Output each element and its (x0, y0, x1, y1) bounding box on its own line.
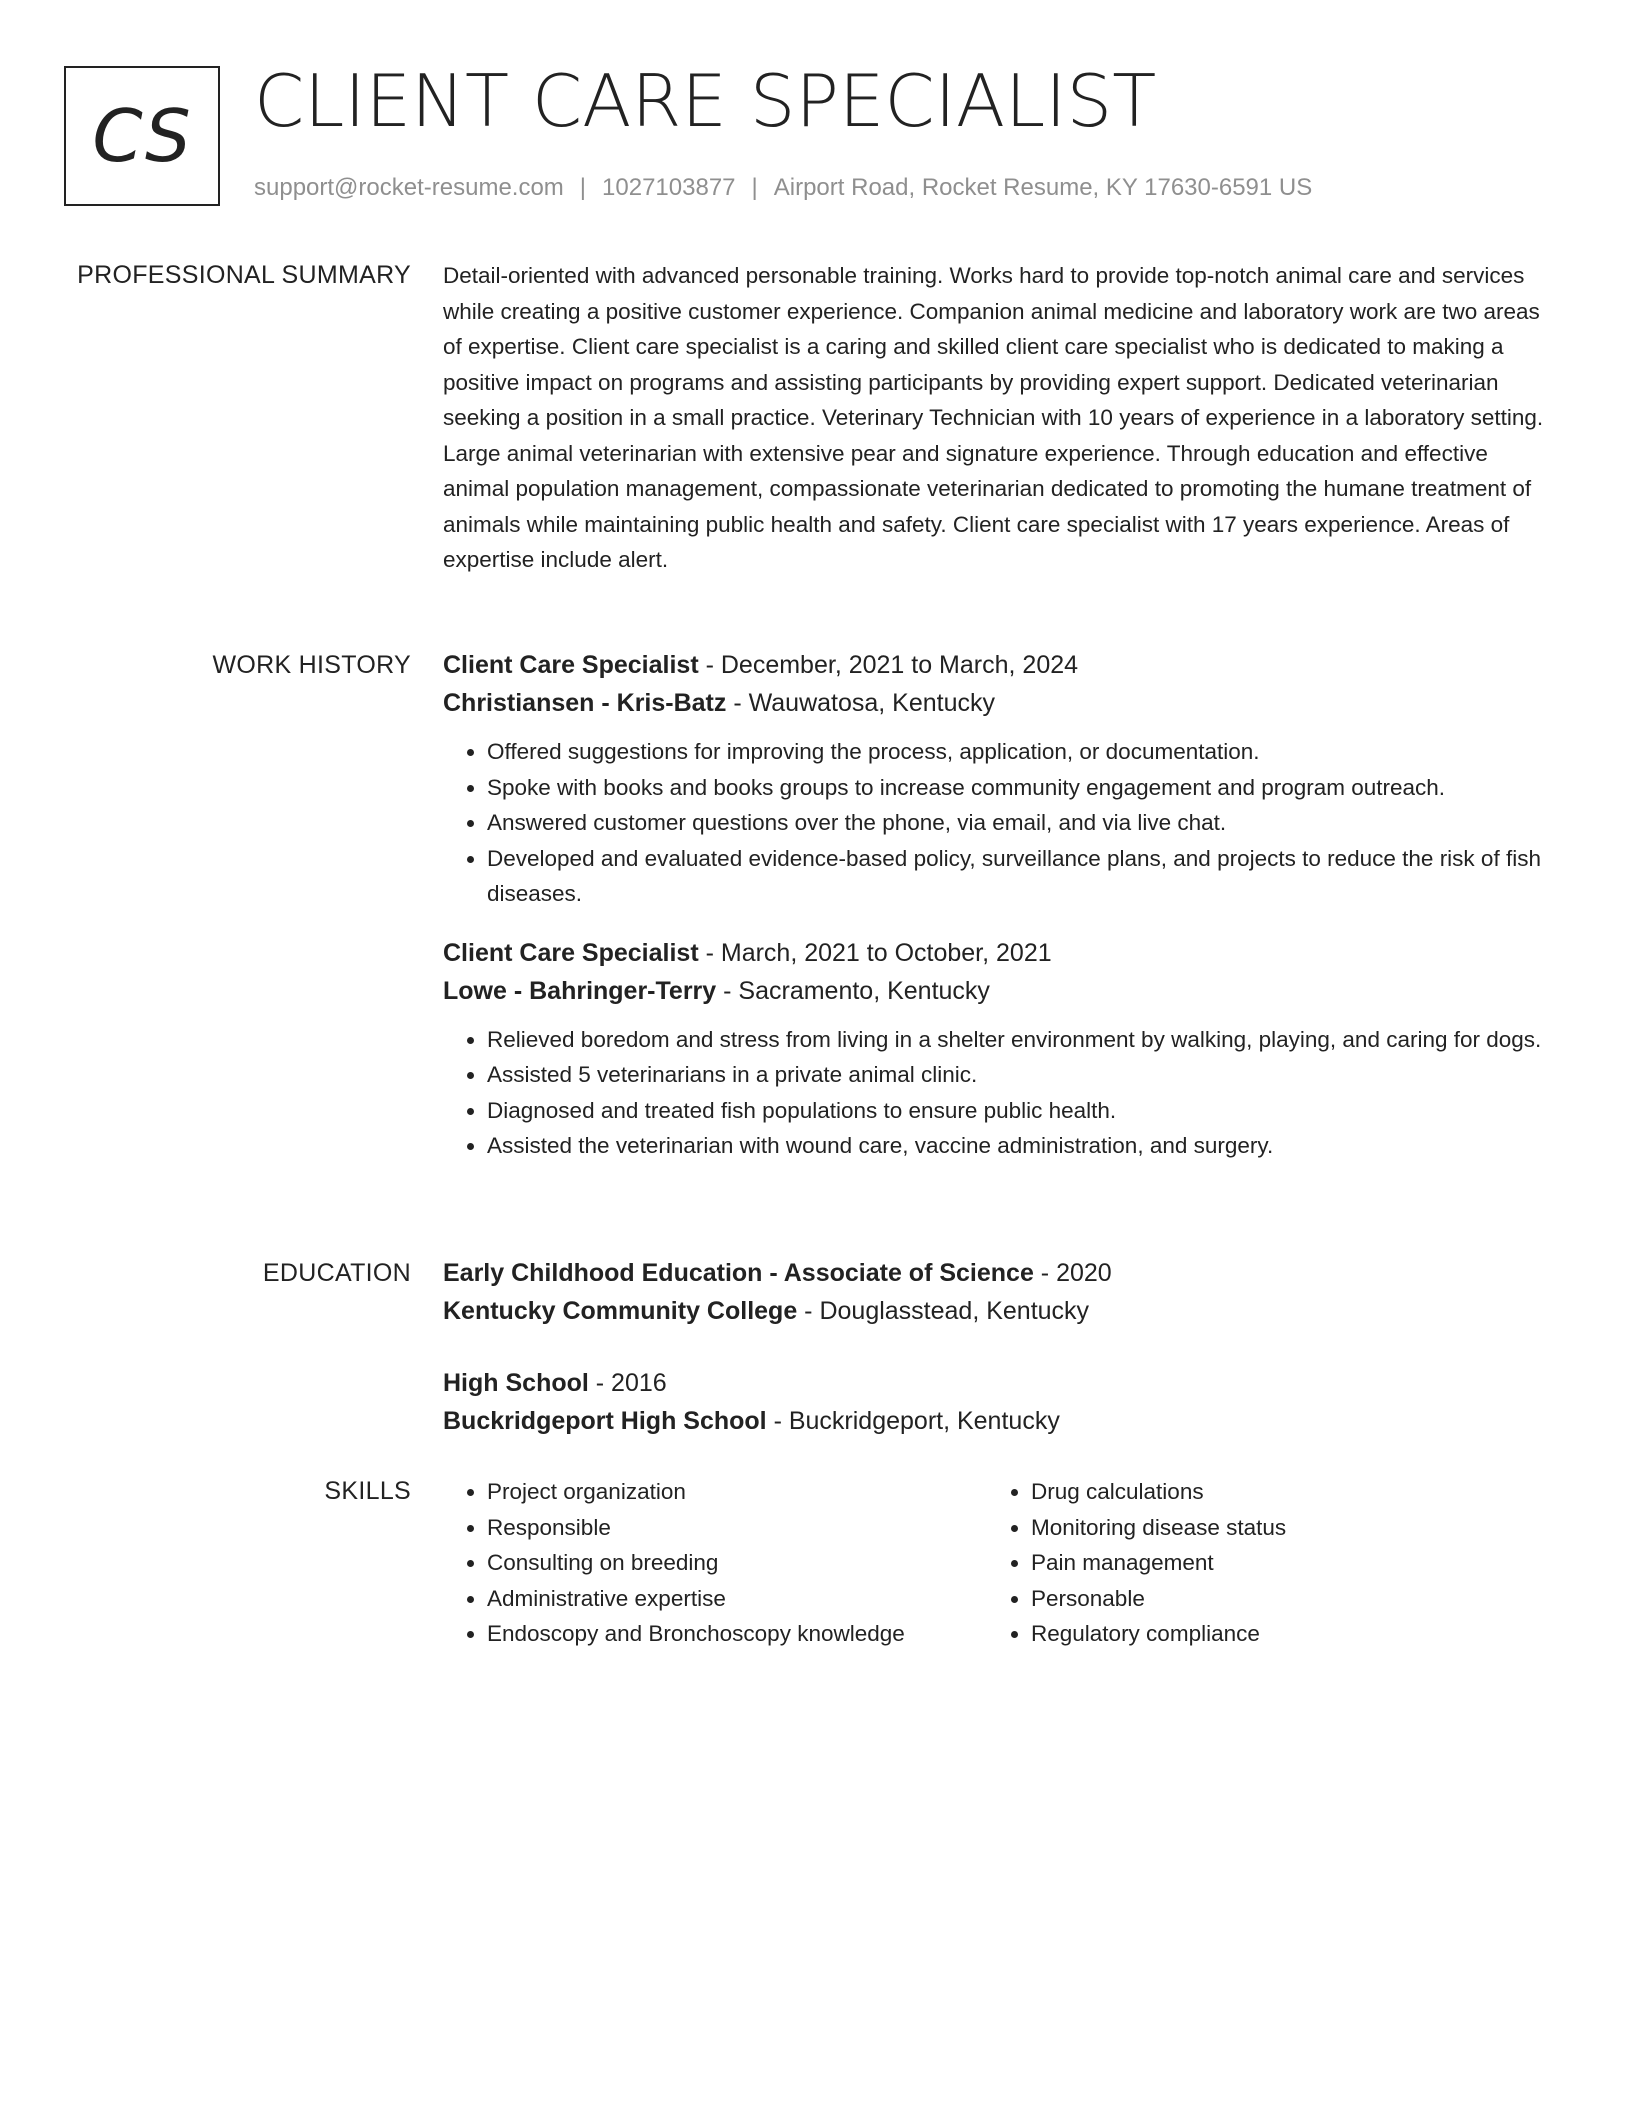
job-bullet: • Assisted 5 veterinarians in a private animal clinic. (487, 1057, 1544, 1093)
skill-item: • Endoscopy and Bronchoscopy knowledge (487, 1616, 987, 1652)
education-school-line (443, 1292, 1544, 1330)
skill-item: • Project organization (487, 1474, 987, 1510)
job-entry (443, 934, 1544, 1164)
resume-title: CLIENT CARE SPECIALIST (254, 59, 1157, 143)
job-entry (443, 646, 1544, 912)
summary-text: Detail-oriented with advanced personable training. Works hard to provide top-notch animal care and services while creating a positive customer experience. Companion animal medicine and laboratory work are two areas of expertise. Client care specialist is a caring and skilled client care specialist who is dedicated to making a positive impact on programs and assisting participants by providing expert support. Dedicated veterinarian seeking a position in a small practice. Veterinary Technician with 10 years of experience in a laboratory setting. Large animal veterinarian with extensive pear and signature experience. Through education and effective animal population management, compassionate veterinarian dedicated to promoting the humane treatment of animals while maintaining public health and safety. Client care specialist with 17 years experience. Areas of expertise include alert. (443, 263, 1544, 572)
skills-columns (443, 1474, 1544, 1652)
job-bullet: • Answered customer questions over the phone, via email, and via live chat. (487, 805, 1544, 841)
summary-body (443, 258, 1544, 578)
job-bullet: • Offered suggestions for improving the process, application, or documentation. (487, 734, 1544, 770)
job-company-line (443, 972, 1544, 1010)
contact-email[interactable]: support@rocket-resume.com (254, 174, 564, 201)
skill-item: • Drug calculations (1031, 1474, 1286, 1510)
contact-separator: | (579, 174, 587, 201)
skill-item: • Monitoring disease status (1031, 1510, 1286, 1546)
job-company: Lowe - Bahringer-Terry (443, 976, 717, 1005)
section-title-education: EDUCATION (262, 1259, 411, 1287)
job-role-line (443, 646, 1544, 684)
job-role: Client Care Specialist (443, 651, 699, 679)
section-professional-summary (64, 258, 1544, 618)
skill-item: • Pain management (1031, 1545, 1286, 1581)
job-dates: - March, 2021 to October, 2021 (698, 938, 1052, 967)
section-education (64, 1256, 1544, 1456)
education-year: - 2016 (588, 1369, 667, 1397)
section-title-summary: PROFESSIONAL SUMMARY (77, 261, 411, 289)
education-year: - 2020 (1033, 1259, 1112, 1287)
contact-separator: | (751, 174, 758, 201)
monogram-logo: CS (64, 66, 220, 206)
job-company: Christiansen - Kris-Batz (443, 689, 727, 717)
job-bullet: • Assisted the veterinarian with wound care, vaccine administration, and surgery. (487, 1128, 1544, 1164)
job-bullet: • Diagnosed and treated fish populations to ensure public health. (487, 1093, 1544, 1129)
work-body (443, 646, 1544, 1186)
job-bullets (443, 734, 1544, 912)
skill-item: • Consulting on breeding (487, 1545, 987, 1581)
education-degree-line (443, 1364, 1544, 1402)
education-location: - Buckridgeport, Kentucky (766, 1407, 1060, 1435)
education-degree-line (443, 1254, 1544, 1292)
education-degree: Early Childhood Education - Associate of Science (443, 1259, 1034, 1287)
contact-phone[interactable]: 1027103877 (602, 174, 736, 201)
skill-item: • Responsible (487, 1510, 987, 1546)
skills-body (443, 1474, 1544, 1652)
skill-item: • Administrative expertise (487, 1581, 987, 1617)
contact-address: Airport Road, Rocket Resume, KY 17630-6591 US (773, 174, 1313, 201)
education-entry (443, 1364, 1544, 1440)
education-entry (443, 1254, 1544, 1330)
job-location: - Wauwatosa, Kentucky (726, 689, 996, 717)
job-bullet: • Spoke with books and books groups to increase community engagement and program outreach. (487, 770, 1544, 806)
education-body (443, 1254, 1544, 1474)
job-location: - Sacramento, Kentucky (716, 976, 990, 1005)
education-degree: High School (443, 1369, 589, 1397)
section-work-history (64, 648, 1544, 1228)
skills-list (987, 1474, 1286, 1652)
contact-line (254, 172, 1312, 204)
section-title-work: WORK HISTORY (212, 651, 411, 679)
job-dates: - December, 2021 to March, 2024 (698, 651, 1079, 679)
skill-item: • Personable (1031, 1581, 1286, 1617)
job-company-line (443, 684, 1544, 722)
section-title-skills: SKILLS (324, 1477, 411, 1505)
section-skills (64, 1474, 1544, 1674)
job-bullets (443, 1022, 1544, 1164)
education-school-line (443, 1402, 1544, 1440)
job-role-line (443, 934, 1544, 972)
skill-item: • Regulatory compliance (1031, 1616, 1286, 1652)
job-bullet: • Relieved boredom and stress from living in a shelter environment by walking, playing, and caring for dogs. (487, 1022, 1544, 1058)
education-school: Kentucky Community College (443, 1297, 798, 1325)
job-role: Client Care Specialist (443, 938, 699, 967)
education-school: Buckridgeport High School (443, 1407, 767, 1435)
skills-list (443, 1474, 987, 1652)
education-location: - Douglasstead, Kentucky (797, 1297, 1090, 1325)
job-bullet: • Developed and evaluated evidence-based policy, surveillance plans, and projects to reduce the risk of fish diseases. (487, 841, 1544, 912)
